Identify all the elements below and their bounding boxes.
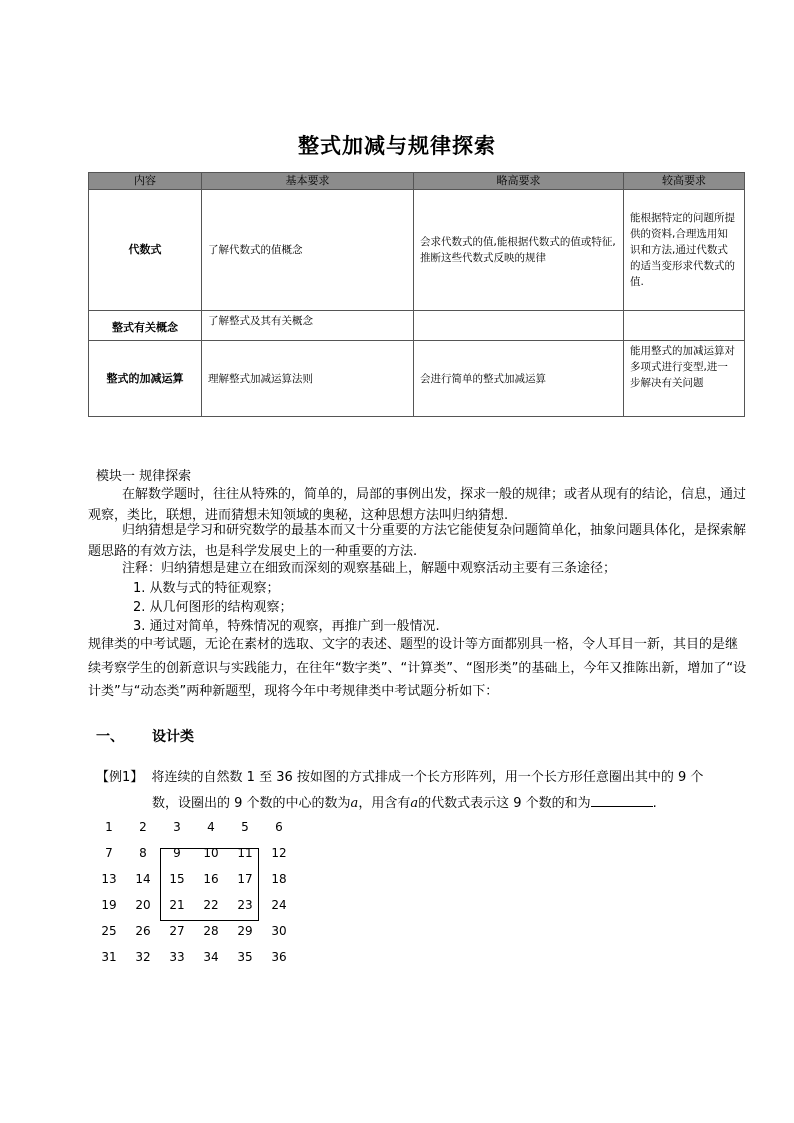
grid-cell: 29	[237, 924, 253, 938]
section-title: 设计类	[152, 729, 194, 745]
table-row	[89, 311, 745, 341]
grid-cell: 35	[237, 950, 253, 964]
table-cell: 能用整式的加减运算对多项式进行变型,进一步解决有关问题	[624, 341, 745, 417]
example-text: .	[652, 796, 657, 811]
list-item: 2. 从几何图形的结构观察；	[133, 600, 293, 615]
module-paragraph-4: 规律类的中考试题，无论在素材的选取、文字的表述、题型的设计等方面都别具一格，令人耳目一新，其目的是继续考察学生的创新意识与实践能力，在往年“数字类”、“计算类”、“图形类”的基础上，今年又推陈出新，增加了“设计类”与“动态类”两种新题型，现将今年中考规律类中考试题分析如下：	[88, 637, 747, 699]
answer-blank[interactable]	[591, 792, 653, 807]
table-row	[89, 190, 745, 311]
table-header: 基本要求	[202, 173, 414, 190]
selection-rectangle	[160, 848, 259, 921]
section-number: 一、	[96, 729, 124, 745]
grid-cell: 10	[203, 846, 219, 860]
example-line-2	[152, 791, 657, 817]
grid-cell: 22	[203, 898, 219, 912]
grid-cell: 7	[105, 846, 113, 860]
example-line-1	[96, 765, 703, 791]
grid-cell: 34	[203, 950, 219, 964]
grid-cell: 24	[271, 898, 287, 912]
grid-cell: 6	[275, 820, 283, 834]
table-header: 内容	[89, 173, 202, 190]
grid-cell: 4	[207, 820, 215, 834]
variable-a: a	[410, 796, 419, 811]
table-header: 较高要求	[624, 173, 745, 190]
grid-cell: 31	[101, 950, 117, 964]
section-heading	[96, 726, 194, 746]
table-header-row	[89, 173, 745, 190]
table-row	[89, 341, 745, 417]
requirements-table	[88, 172, 745, 417]
grid-cell: 15	[169, 872, 185, 886]
module-paragraph-2: 归纳猜想是学习和研究数学的最基本而又十分重要的方法它能使复杂问题简单化，抽象问题具体化，是探索解题思路的有效方法，也是科学发展史上的一种重要的方法.	[88, 523, 747, 559]
table-cell: 理解整式加减运算法则	[202, 341, 414, 417]
grid-cell: 25	[101, 924, 117, 938]
list-item: 1. 从数与式的特征观察；	[133, 581, 280, 596]
example-text: ，用含有	[358, 796, 411, 811]
grid-cell: 3	[173, 820, 181, 834]
grid-cell: 20	[135, 898, 151, 912]
module-paragraph-1: 在解数学题时，往往从特殊的，简单的，局部的事例出发，探求一般的规律；或者从现有的结论，信息，通过观察，类比，联想，进而猜想未知领域的奥秘，这种思想方法叫归纳猜想.	[88, 487, 747, 523]
example-tag: 【例1】	[96, 770, 144, 785]
module-note: 注释：归纳猜想是建立在细致而深刻的观察基础上，解题中观察活动主要有三条途径；	[122, 561, 617, 576]
example-text: 的代数式表示这 9 个数的和为	[418, 796, 591, 811]
row-label: 整式有关概念	[89, 311, 202, 341]
grid-cell: 19	[101, 898, 117, 912]
example-text: 数，设圈出的 9 个数的中心的数为	[152, 796, 351, 811]
table-header: 略高要求	[414, 173, 624, 190]
grid-cell: 26	[135, 924, 151, 938]
table-cell: 了解代数式的值概念	[202, 190, 414, 311]
grid-cell: 36	[271, 950, 287, 964]
grid-cell: 9	[173, 846, 181, 860]
grid-cell: 18	[271, 872, 287, 886]
grid-cell: 5	[241, 820, 249, 834]
grid-cell: 33	[169, 950, 185, 964]
grid-cell: 28	[203, 924, 219, 938]
table-cell: 了解整式及其有关概念	[202, 311, 414, 341]
grid-cell: 12	[271, 846, 287, 860]
example-text: 将连续的自然数 1 至 36 按如图的方式排成一个长方形阵列，用一个长方形任意圈出其中的 9 个	[151, 770, 704, 785]
table-cell: 会求代数式的值,能根据代数式的值或特征,推断这些代数式反映的规律	[414, 190, 624, 311]
grid-cell: 30	[271, 924, 287, 938]
grid-cell: 2	[139, 820, 147, 834]
grid-cell: 27	[169, 924, 185, 938]
module-title: 模块一 规律探索	[96, 469, 192, 484]
table-cell: 会进行简单的整式加减运算	[414, 341, 624, 417]
table-cell: 能根据特定的问题所提供的资料,合理选用知识和方法,通过代数式的适当变形求代数式的值.	[624, 190, 745, 311]
grid-cell: 21	[169, 898, 185, 912]
table-cell	[624, 311, 745, 341]
variable-a: a	[350, 796, 359, 811]
grid-cell: 23	[237, 898, 253, 912]
grid-cell: 1	[105, 820, 113, 834]
row-label: 代数式	[89, 190, 202, 311]
page-title: 整式加减与规律探索	[298, 134, 496, 158]
grid-cell: 13	[101, 872, 117, 886]
table-cell	[414, 311, 624, 341]
grid-cell: 17	[237, 872, 253, 886]
row-label: 整式的加减运算	[89, 341, 202, 417]
grid-cell: 11	[237, 846, 253, 860]
grid-cell: 16	[203, 872, 219, 886]
grid-cell: 14	[135, 872, 151, 886]
list-item: 3. 通过对简单，特殊情况的观察，再推广到一般情况.	[133, 619, 440, 634]
grid-cell: 32	[135, 950, 151, 964]
grid-cell: 8	[139, 846, 147, 860]
